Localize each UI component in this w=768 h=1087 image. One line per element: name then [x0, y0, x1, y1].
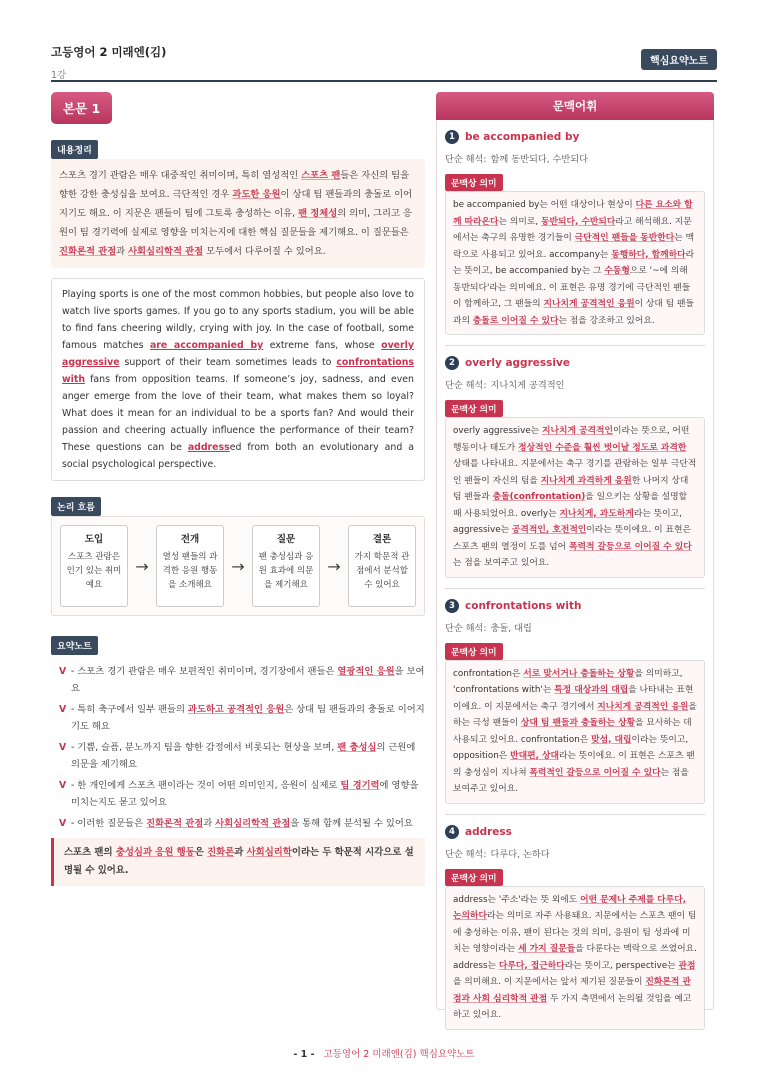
page-footer — [0, 1046, 768, 1060]
highlight: 진화론적 관점 — [146, 818, 204, 829]
key-expression: address — [187, 442, 230, 453]
note-type-badge: 핵심요약노트 — [641, 49, 717, 70]
flow-step — [348, 525, 416, 607]
conclusion-box — [51, 838, 425, 886]
highlight: 정상적인 수준을 훨씬 벗어날 정도로 과격한 — [518, 442, 687, 453]
check-mark-icon: V — [59, 742, 67, 753]
check-mark-icon: V — [59, 780, 67, 791]
context-text: 라는 뜻이에요. 이 표현은 스포츠 팬의 충성심이 지나쳐 — [453, 751, 695, 778]
highlight: 상대 팀 팬들과 충돌하는 상황 — [520, 718, 636, 728]
summary-text: 들은 자신의 팀을 향한 강한 충성심을 보여요. 극단적인 경우 — [59, 170, 410, 200]
main-column — [51, 92, 425, 886]
summary-text: 과 — [116, 246, 129, 257]
vocab-number: 2 — [445, 356, 459, 370]
context-text: 라는 뜻이고, aggressive는 — [453, 508, 682, 535]
vocab-divider — [445, 588, 705, 589]
summary-text: 의 의미, 그리고 응원이 팀 경기력에 실제로 영향을 미치는지에 대한 핵심 질문들을 제기해요. 이 질문들은 — [59, 208, 412, 238]
simple-value: 함께 동반되다, 수반되다 — [490, 154, 589, 165]
context-label: 문맥상 의미 — [445, 400, 503, 417]
vocab-number: 1 — [445, 130, 459, 144]
highlight: 팬 정체성 — [298, 208, 338, 219]
check-mark-icon: V — [59, 818, 67, 829]
context-meaning — [445, 191, 705, 335]
flow-step — [156, 525, 224, 607]
context-text: 을 의미해요. 이 지문에서는 앞서 제기된 질문들이 — [453, 977, 646, 987]
context-text: 이라는 뜻이고, opposition은 — [453, 734, 689, 761]
context-text: 을 묘사하는 데 사용되고 있어요. confrontation은 — [453, 718, 692, 745]
highlight: 진화론적 관점과 사회 심리학적 관점 — [453, 977, 691, 1004]
vocab-term: address — [465, 825, 512, 838]
context-text: 라는 뜻이고, be accompanied by는 그 — [453, 249, 695, 276]
simple-prefix: 단순 해석: — [445, 622, 487, 634]
context-text: 을 나타내는 표현이에요. 이 지문에서는 축구 경기에서 — [453, 685, 694, 712]
summary-notes — [51, 663, 425, 832]
highlight: 과도하고 공격적인 응원 — [187, 704, 285, 715]
context-text: 을 하는 극성 팬들이 — [453, 701, 697, 728]
note-text: - 이러한 질문들은 — [71, 818, 147, 829]
context-text: 을 의미하고, 'confrontations with'는 — [453, 668, 683, 695]
summary-label: 내용정리 — [51, 140, 98, 159]
book-title: 고등영어 2 미래엔(김) — [51, 45, 167, 59]
note-text: - 한 개인에게 스포츠 팬이라는 것이 어떤 의미인지, 응원이 실제로 — [71, 780, 341, 791]
note-item — [59, 815, 425, 832]
vocab-item — [437, 825, 713, 1030]
note-text: 은 상대 팀 팬들과의 충돌로 이어지기도 해요 — [71, 704, 425, 732]
highlight: 열광적인 응원 — [337, 666, 395, 677]
logic-flow — [51, 516, 425, 616]
panel-title: 문맥어휘 — [436, 92, 714, 120]
context-text: 두 가지 측면에서 논의될 것임을 예고하고 있어요. — [453, 993, 692, 1020]
passage-text: Playing sports is one of the most common hobbies, but people also love to watch live sports games. If you go to any sports stadium, you will be able to find fans cheering wildly, crying with joy. In the case of football, some famous matches — [62, 289, 414, 351]
note-item — [59, 777, 425, 811]
vocab-list — [437, 120, 713, 1030]
highlight: 지나치게 공격적인 — [541, 426, 614, 436]
flow-step-text: 열성 팬들의 과격한 응원 행동을 소개해요 — [162, 552, 218, 590]
highlight: 특정 대상과의 대립 — [554, 685, 629, 695]
flow-step-text: 팬 충성심과 응원 효과에 의문을 제기해요 — [258, 552, 314, 590]
context-text: 는 점을 보여주고 있어요. — [453, 558, 550, 568]
vocab-number: 4 — [445, 825, 459, 839]
context-text: address는 '주소'라는 뜻 외에도 — [453, 894, 581, 905]
flow-step-text: 가지 학문적 관점에서 분석할 수 있어요 — [354, 552, 410, 590]
arrow-right-icon: → — [135, 557, 149, 576]
highlight: 과도한 응원 — [232, 189, 281, 200]
arrow-right-icon: → — [231, 557, 245, 576]
highlight: 충돌로 이어질 수 있다 — [472, 315, 559, 326]
highlight: 충돌(confrontation) — [492, 492, 586, 502]
conclusion-text: 스포츠 팬의 — [64, 847, 116, 858]
highlight: 지나치게 공격적인 응원 — [543, 299, 635, 309]
page-header — [51, 44, 717, 82]
highlight: 어떤 문제나 주제를 다루다, 논의하다 — [453, 894, 687, 921]
highlight: 진화론적 관점 — [59, 246, 117, 257]
note-text: 에 영향을 미치는지도 묻고 있어요 — [71, 780, 419, 808]
highlight: 극단적인 팬들을 동반한다 — [574, 233, 675, 243]
summary-text: 스포츠 경기 관람은 매우 대중적인 취미이며, 특히 열성적인 — [59, 170, 302, 181]
flow-step-title: 도입 — [84, 534, 104, 545]
highlight: 다른 요소와 함께 따라온다 — [453, 200, 693, 227]
key-expression: overly aggressive — [62, 340, 414, 368]
note-item — [59, 701, 425, 735]
highlight: 서로 맞서거나 충돌하는 상황 — [523, 668, 635, 679]
vocab-term: confrontations with — [465, 599, 582, 612]
context-text: 는 점을 보여주고 있어요. — [453, 767, 689, 794]
simple-meaning — [445, 620, 705, 634]
passage-text: extreme fans, whose — [263, 340, 382, 351]
context-text: be accompanied by는 어떤 대상이나 현상이 — [453, 200, 636, 210]
vocab-term: be accompanied by — [465, 131, 580, 143]
highlight: 동반되다, 수반되다 — [540, 216, 616, 227]
vocab-term-row — [445, 356, 705, 370]
note-text: 을 보여요 — [71, 666, 425, 694]
context-text: 는 맥락으로 사용되고 있어요. accompany는 — [453, 233, 695, 260]
flow-label: 논리 흐름 — [51, 497, 101, 516]
highlight: 지나치게, 과도하게 — [559, 508, 634, 519]
simple-meaning — [445, 377, 705, 391]
highlight: 지나치게 공격적인 응원 — [597, 701, 689, 712]
note-text: 과 — [203, 818, 216, 829]
simple-value: 다루다, 논하다 — [490, 848, 550, 860]
simple-prefix: 단순 해석: — [445, 848, 487, 860]
highlight: 사회심리학 — [246, 847, 292, 858]
check-mark-icon: V — [59, 666, 67, 677]
context-text: overly aggressive는 — [453, 426, 542, 436]
highlight: 반대편, 상대 — [510, 751, 560, 761]
vocab-divider — [445, 345, 705, 346]
note-text: - 스포츠 경기 관람은 매우 보편적인 취미이며, 경기장에서 팬들은 — [71, 666, 338, 677]
simple-value: 지나치게 공격적인 — [490, 380, 565, 391]
simple-meaning — [445, 151, 705, 165]
vocab-number: 3 — [445, 599, 459, 613]
context-text: 이라는 뜻이에요. 이 표현은 스포츠 팬의 열정이 도를 넘어 — [453, 525, 691, 552]
summary-box — [51, 159, 425, 268]
context-vocab-panel — [436, 92, 714, 1020]
footer-text: 고등영어 2 미래엔(김) 핵심요약노트 — [323, 1049, 475, 1060]
context-text: 라고 해석해요. 지문에서는 축구의 유명한 경기들이 — [453, 216, 692, 243]
english-passage — [51, 278, 425, 481]
flow-step — [252, 525, 320, 607]
check-mark-icon: V — [59, 704, 67, 715]
vocab-item — [437, 130, 713, 335]
key-expression: confrontations with — [62, 357, 414, 385]
context-text: 한 나머지 상대 팀 팬들과 — [453, 475, 689, 502]
highlight: 폭력적인 갈등으로 이어질 수 있다 — [529, 767, 661, 778]
lesson-label: 1강 — [51, 70, 67, 81]
passage-text: support of their team sometimes leads to — [119, 357, 337, 368]
vocab-term-row — [445, 825, 705, 839]
highlight: 스포츠 팬 — [301, 170, 341, 181]
context-text: 으로 '~에 의해 동반되다'라는 의미예요. 이 표현은 유명 경기에 극단적인 팬들이 함께하고, 그 팬들의 — [453, 266, 691, 309]
summary-text: 이 상대 팀 팬들과의 충돌로 이어지기도 해요. 이 지문은 팬들이 팀에 그토록 충성하는 이유, — [59, 189, 413, 219]
highlight: 동행하다, 함께하다 — [611, 249, 686, 260]
highlight: 폭력적 갈등으로 이어질 수 있다 — [568, 541, 692, 552]
simple-value: 충돌, 대립 — [490, 622, 532, 634]
context-text: 라는 의미로 자주 사용돼요. 지문에서는 스포츠 팬이 팀에 충성하는 이유, 팬이 된다는 것의 의미, 응원이 팀 성과에 미치는 영향이라는 — [453, 911, 697, 954]
highlight: 충성심과 응원 행동 — [115, 847, 195, 858]
vocab-term: overly aggressive — [465, 357, 570, 369]
context-text: 상태를 나타내요. 지문에서는 축구 경기를 관람하는 일부 극단적인 팬들이 자신의 팀을 — [453, 459, 697, 486]
highlight: 지나치게 과격하게 응원 — [540, 475, 632, 486]
highlight: 공격적인, 호전적인 — [511, 525, 587, 535]
conclusion-text: 이라는 두 학문적 시각으로 설명될 수 있어요. — [64, 847, 414, 876]
page-number: - 1 - — [293, 1049, 315, 1060]
simple-prefix: 단순 해석: — [445, 380, 487, 391]
highlight: 맞섬, 대립 — [591, 734, 632, 745]
flow-step-text: 스포츠 관람은 인기 있는 취미예요 — [66, 552, 122, 590]
flow-step — [60, 525, 128, 607]
context-label: 문맥상 의미 — [445, 174, 503, 191]
context-text: 는 의미로, — [498, 216, 541, 227]
vocab-term-row — [445, 599, 705, 613]
note-text: - 기쁨, 슬픔, 분노까지 팀을 향한 감정에서 비롯되는 현상을 보며, — [71, 742, 338, 753]
passage-text: ed from both an evolutionary and a social psychological perspective. — [62, 442, 414, 470]
context-text: 을 일으키는 상황을 설명할 때 사용되었어요. overly는 — [453, 492, 688, 519]
highlight: 진화론 — [207, 847, 235, 858]
summary-text: 모두에서 다루어질 수 있어요. — [203, 246, 326, 257]
vocab-item — [437, 356, 713, 578]
flow-step-title: 결론 — [372, 534, 392, 545]
highlight: 팀 경기력 — [340, 780, 380, 791]
highlight: 수동형 — [604, 266, 630, 276]
context-text: 이라는 뜻으로, 어떤 행동이나 태도가 — [453, 426, 690, 453]
note-text: - 특히 축구에서 일부 팬들의 — [71, 704, 188, 715]
highlight: 사회심리학적 관점 — [128, 246, 204, 257]
vocab-divider — [445, 814, 705, 815]
context-text: 는 점을 강조하고 있어요. — [558, 315, 655, 326]
highlight: 다루다, 접근하다 — [498, 960, 565, 971]
passage-text: fans from opposition teams. If someone’s joy, sadness, and even anger emerge from the love of their team, what makes them so loyal? What does it mean for an individual to be a sports fan? And would their passion and cheering actually influence the performance of their team? These questions can be — [62, 374, 414, 453]
context-meaning — [445, 660, 705, 804]
flow-step-title: 전개 — [180, 534, 200, 545]
simple-meaning — [445, 846, 705, 860]
note-text: 을 통해 함께 분석될 수 있어요 — [290, 818, 413, 829]
context-label: 문맥상 의미 — [445, 869, 503, 886]
section-title: 본문 1 — [51, 92, 112, 124]
context-text: 라는 뜻이고, perspective는 — [564, 960, 679, 971]
flow-step-title: 질문 — [276, 534, 296, 545]
highlight: 팬 충성심 — [337, 742, 377, 753]
notes-label: 요약노트 — [51, 636, 98, 655]
highlight: 관점 — [678, 960, 696, 971]
simple-prefix: 단순 해석: — [445, 154, 487, 165]
context-label: 문맥상 의미 — [445, 643, 503, 660]
conclusion-text: 과 — [234, 847, 247, 858]
arrow-right-icon: → — [327, 557, 341, 576]
context-text: confrontation은 — [453, 668, 524, 679]
highlight: 세 가지 질문들 — [518, 944, 576, 954]
note-item — [59, 663, 425, 697]
context-meaning — [445, 886, 705, 1030]
vocab-item — [437, 599, 713, 804]
context-text: 을 다룬다는 맥락으로 쓰였어요. address는 — [453, 944, 697, 971]
context-meaning — [445, 417, 705, 578]
key-expression: are accompanied by — [149, 340, 264, 351]
context-text: 이 상대 팀 팬들과의 — [453, 299, 694, 326]
note-item — [59, 739, 425, 773]
highlight: 사회심리학적 관점 — [215, 818, 291, 829]
note-text: 의 근원에 의문을 제기해요 — [71, 742, 416, 770]
vocab-term-row — [445, 130, 705, 144]
conclusion-text: 은 — [194, 847, 208, 858]
